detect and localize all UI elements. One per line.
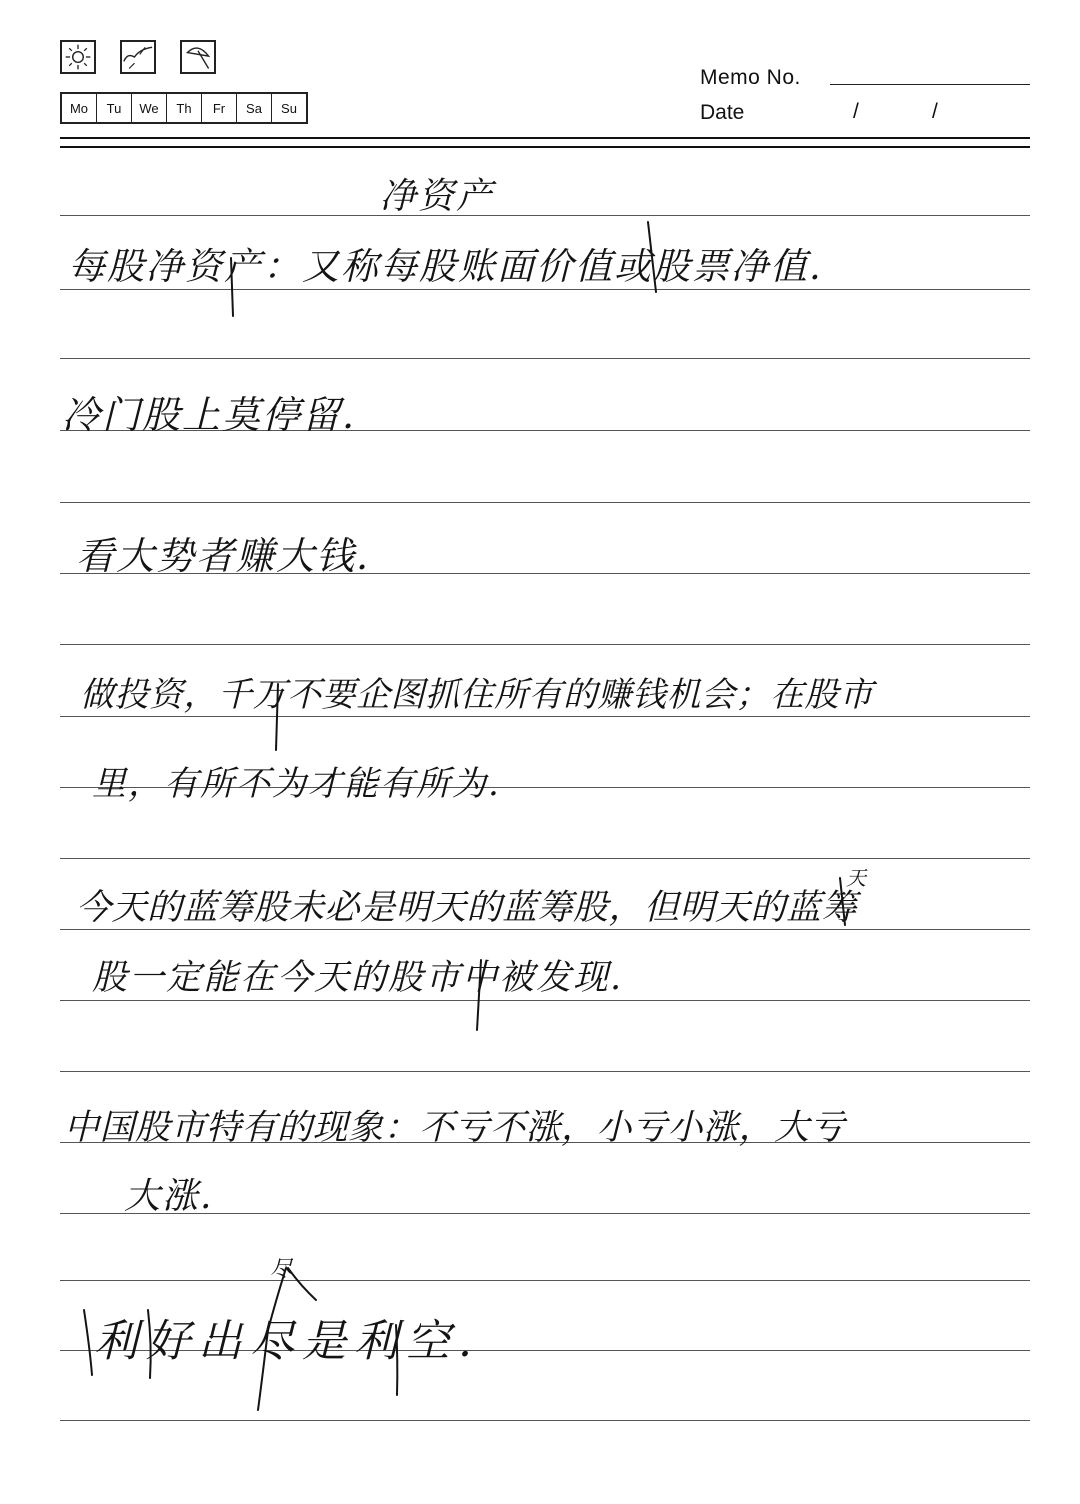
note-line: 里，有所不为才能有所为. <box>92 764 501 804</box>
partly-cloudy-icon <box>120 40 156 74</box>
ruled-line <box>60 215 1030 216</box>
note-line: 利好出尽是利空. <box>94 1316 480 1367</box>
note-line: 今天的蓝筹股未必是明天的蓝筹股，但明天的蓝筹 <box>76 888 858 928</box>
note-title: 净资产 <box>380 176 495 217</box>
date-separator: / <box>932 100 938 123</box>
insertion-annotation: 尽 <box>270 1257 293 1282</box>
ruled-line <box>60 716 1030 717</box>
insertion-caret <box>288 1268 316 1300</box>
weekday-th[interactable]: Th <box>167 94 202 122</box>
weather-icons <box>60 40 216 74</box>
weekday-su[interactable]: Su <box>281 100 297 116</box>
sun-icon <box>60 40 96 74</box>
weekday-fr[interactable]: Fr <box>202 94 237 122</box>
note-line: 冷门股上莫停留. <box>62 393 357 437</box>
note-line: 看大势者赚大钱. <box>76 534 371 578</box>
date-label: Date <box>700 101 745 124</box>
date-separator: / <box>853 100 859 123</box>
weekday-sa[interactable]: Sa <box>237 94 272 122</box>
pen-stroke <box>84 1310 92 1375</box>
weekday-tu[interactable]: Tu <box>97 94 132 122</box>
note-line: 每股净资产：又称每股账面价值或股票净值. <box>68 245 823 288</box>
ruled-line <box>60 1071 1030 1072</box>
memo-no-field[interactable] <box>830 84 1030 85</box>
weekday-selector <box>60 92 308 124</box>
insertion-annotation: 天 <box>846 866 866 890</box>
note-line: 股一定能在今天的股市中被发现. <box>92 958 624 998</box>
umbrella-icon <box>180 40 216 74</box>
ruled-line <box>60 502 1030 503</box>
header-rule <box>60 137 1030 139</box>
ruled-line <box>60 644 1030 645</box>
note-line: 大涨. <box>124 1176 214 1217</box>
note-line: 中国股市特有的现象：不亏不涨，小亏小涨，大亏 <box>64 1108 846 1148</box>
ruled-line <box>60 358 1030 359</box>
ruled-line <box>60 1420 1030 1421</box>
note-line: 做投资，千万不要企图抓住所有的赚钱机会；在股市 <box>80 675 874 715</box>
memo-no-label: Memo No. <box>700 66 801 89</box>
ruled-line <box>60 1000 1030 1001</box>
weekday-mo[interactable]: Mo <box>62 94 97 122</box>
weekday-we[interactable]: We <box>132 94 167 122</box>
header-rule <box>60 146 1030 148</box>
ruled-line <box>60 858 1030 859</box>
ruled-line <box>60 1280 1030 1281</box>
